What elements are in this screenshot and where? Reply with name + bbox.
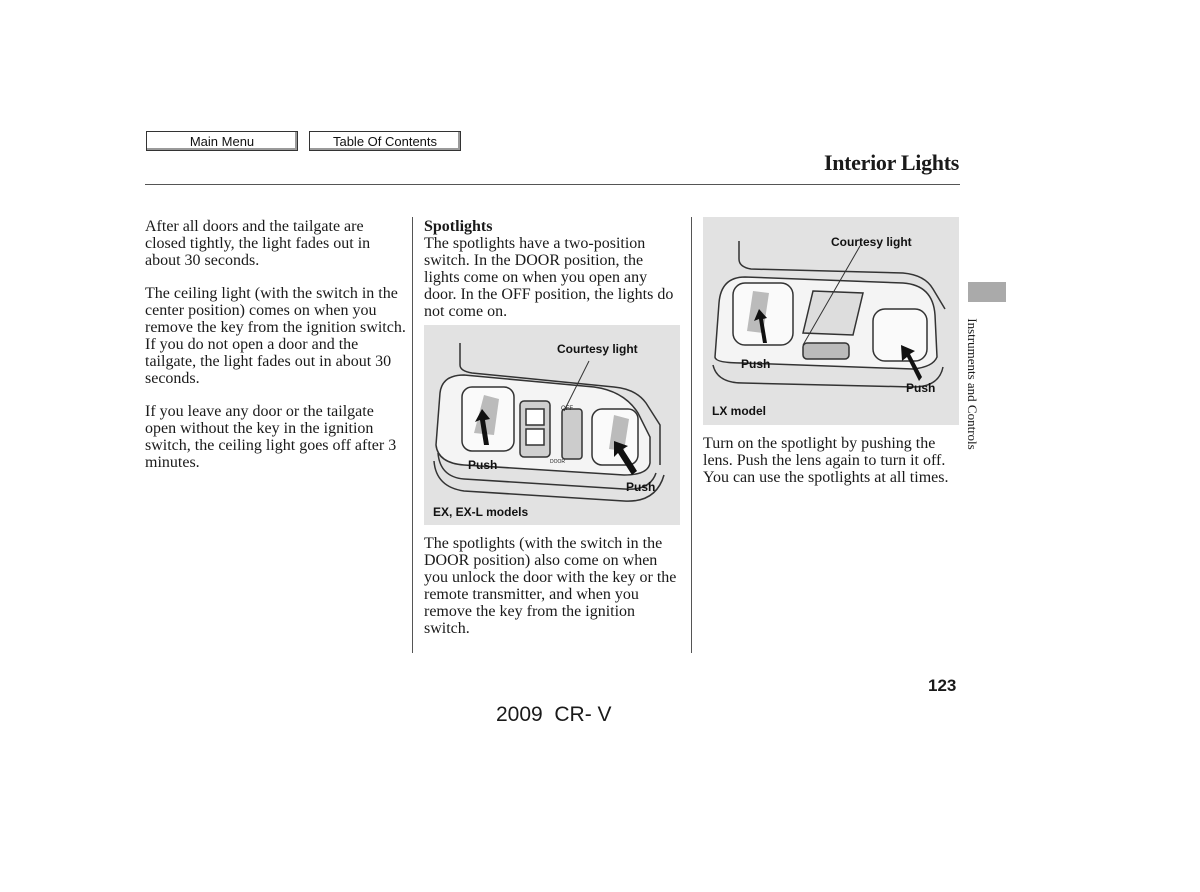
table-of-contents-button[interactable]: Table Of Contents: [309, 131, 461, 151]
switch-door-label: DOOR: [550, 459, 565, 465]
paragraph: The spotlights (with the switch in the DOOR position) also come on when you unlock the door with the key or the remote transmitter, and when you remove the key from the ignition switch.: [424, 535, 677, 637]
page-number: 123: [928, 676, 957, 695]
footer-model: 2009 CR- V: [496, 703, 612, 726]
push-label: Push: [741, 357, 771, 371]
right-column: [703, 435, 959, 502]
push-label: Push: [626, 480, 656, 494]
column-divider: [691, 217, 692, 653]
paragraph: The ceiling light (with the switch in the center position) comes on when you remove the key from the ignition switch. If you do not open a door and the tailgate, the light fades out in about 30 seconds.: [145, 285, 406, 387]
figure-caption: LX model: [712, 404, 767, 418]
switch-off-label: OFF: [561, 406, 573, 412]
figure-ex-models: [424, 325, 680, 525]
middle-column: [424, 218, 680, 336]
push-label: Push: [906, 381, 936, 395]
main-menu-button[interactable]: Main Menu: [146, 131, 298, 151]
column-divider: [412, 217, 413, 653]
paragraph: Turn on the spotlight by pushing the lens. Push the lens again to turn it off. You can use the spotlights at all times.: [703, 435, 949, 486]
section-tab-label: Instruments and Controls: [965, 318, 980, 450]
left-column: [145, 218, 407, 487]
figure-lx-model: [703, 217, 959, 425]
figure-caption: EX, EX-L models: [433, 505, 529, 519]
paragraph: The spotlights have a two-position switch. In the DOOR position, the lights come on when you open any door. In the OFF position, the lights do not come on.: [424, 235, 674, 320]
page-title: Interior Lights: [823, 150, 959, 175]
paragraph: If you leave any door or the tailgate open without the key in the ignition switch, the ceiling light goes off after 3 minutes.: [145, 403, 397, 471]
courtesy-light-label: Courtesy light: [557, 342, 638, 356]
header-rule: [145, 184, 960, 185]
section-tab: [968, 282, 1006, 302]
paragraph: After all doors and the tailgate are closed tightly, the light fades out in about 30 seconds.: [145, 218, 371, 269]
ceiling-console-illustration: [424, 325, 680, 525]
middle-column-continued: [424, 535, 680, 653]
section-heading: Spotlights: [424, 218, 493, 235]
courtesy-light-label: Courtesy light: [831, 235, 912, 249]
push-label: Push: [468, 458, 498, 472]
